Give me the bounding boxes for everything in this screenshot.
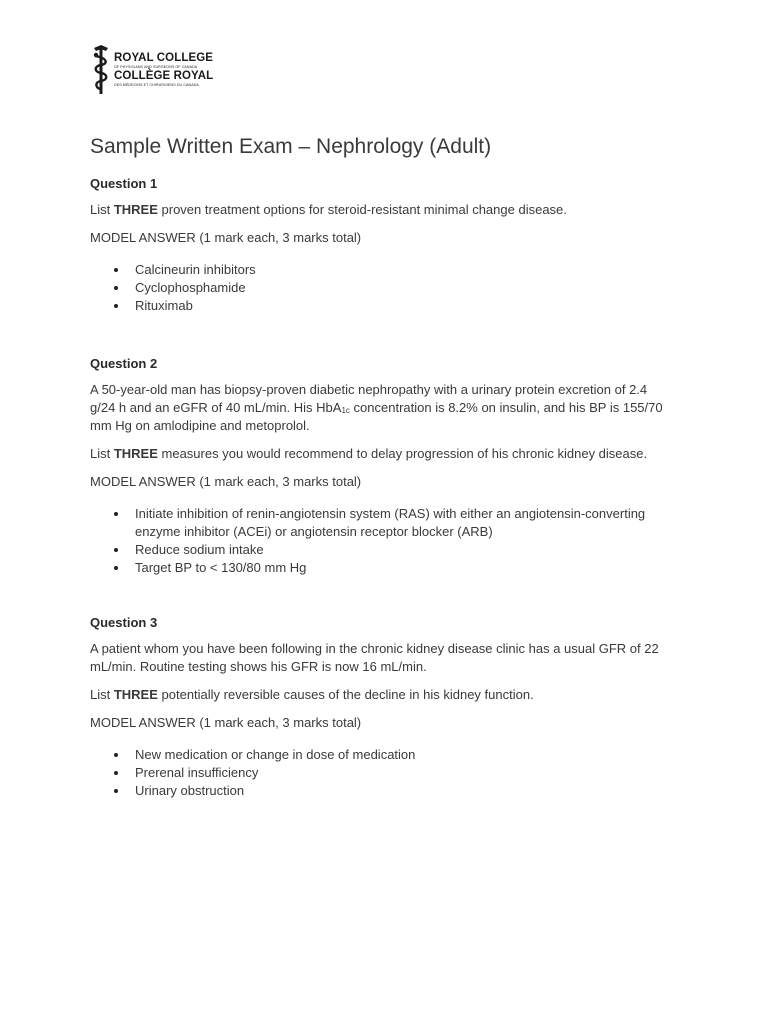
list-item: Cyclophosphamide bbox=[90, 279, 670, 297]
question-prompt: List THREE proven treatment options for steroid-resistant minimal change disease. bbox=[90, 202, 567, 217]
model-answer-label: MODEL ANSWER (1 mark each, 3 marks total) bbox=[90, 230, 362, 245]
question-stem: A 50-year-old man has biopsy-proven diabetic nephropathy with a urinary protein excretion of 2.4 g/24 h and an eGFR of 40 mL/min. His HbA$_{1c}$ concentration is 8.2% on insulin, and his BP is 155/70 mm Hg on amlodipine and metoprolol. bbox=[90, 382, 663, 433]
logo-line-english: ROYAL COLLEGE bbox=[114, 52, 214, 64]
list-item: New medication or change in dose of medication bbox=[90, 746, 670, 764]
question-1 bbox=[90, 175, 670, 315]
list-item: Urinary obstruction bbox=[90, 782, 670, 800]
list-item: Rituximab bbox=[90, 297, 670, 315]
question-heading: Question 1 bbox=[90, 176, 158, 191]
model-answer-label: MODEL ANSWER (1 mark each, 3 marks total) bbox=[90, 715, 362, 730]
emphasis: THREE bbox=[113, 446, 158, 461]
royal-college-logo bbox=[90, 44, 220, 96]
logo-subline-french: DES MÉDECINS ET CHIRURGIENS DU CANADA bbox=[114, 83, 199, 87]
staff-of-asclepius-icon bbox=[90, 44, 112, 96]
question-prompt: List THREE measures you would recommend to delay progression of his chronic kidney disease. bbox=[90, 446, 648, 461]
page-title: Sample Written Exam – Nephrology (Adult) bbox=[90, 135, 492, 158]
emphasis: THREE bbox=[113, 687, 158, 702]
list-item: Calcineurin inhibitors bbox=[90, 261, 670, 279]
answer-list bbox=[90, 261, 670, 315]
list-item: Target BP to < 130/80 mm Hg bbox=[90, 559, 670, 577]
question-stem: A patient whom you have been following in the chronic kidney disease clinic has a usual GFR of 22 mL/min. Routine testing shows his GFR is now 16 mL/min. bbox=[90, 641, 659, 674]
logo-line-french: COLLÈGE ROYAL bbox=[114, 70, 214, 82]
question-2 bbox=[90, 355, 670, 577]
logo-subline-english: OF PHYSICIANS AND SURGEONS OF CANADA bbox=[114, 65, 198, 69]
question-heading: Question 2 bbox=[90, 356, 158, 371]
answer-list bbox=[90, 746, 670, 800]
list-item: Initiate inhibition of renin-angiotensin system (RAS) with either an angiotensin-converting enzyme inhibitor (ACEi) or angiotensin receptor blocker (ARB) bbox=[90, 505, 670, 541]
question-3 bbox=[90, 614, 670, 800]
question-heading: Question 3 bbox=[90, 615, 158, 630]
list-item: Reduce sodium intake bbox=[90, 541, 670, 559]
answer-list bbox=[90, 505, 670, 577]
emphasis: THREE bbox=[113, 202, 158, 217]
question-prompt: List THREE potentially reversible causes of the decline in his kidney function. bbox=[90, 687, 534, 702]
list-item: Prerenal insufficiency bbox=[90, 764, 670, 782]
model-answer-label: MODEL ANSWER (1 mark each, 3 marks total) bbox=[90, 474, 362, 489]
